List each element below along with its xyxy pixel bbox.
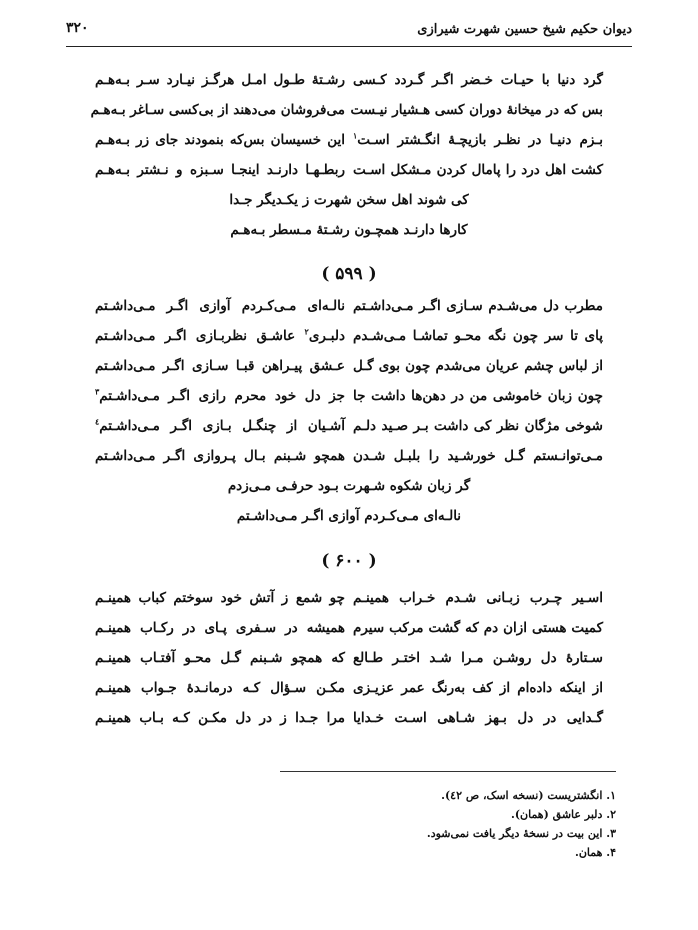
closing-line-2: کارها دارنـد همچـون رشـتهٔ مـسطر بـه‌هـم <box>230 222 468 238</box>
hemistich-first: اسـیر چـرب زبـانی شـدم خـراب همینـم <box>353 590 603 606</box>
footnote-2: ۲. دلبر عاشق (همان). <box>510 808 616 821</box>
footnote-rule <box>280 771 616 772</box>
couplet <box>95 356 603 386</box>
hemistich-first: سـتارهٔ دل روشـن مـرا شـد اختـر طـالع <box>353 650 603 666</box>
poem-600 <box>95 588 603 738</box>
hemistich-first: از اینکه داده‌ام از کف به‌رنگ عمر عزیـزی <box>353 680 603 696</box>
footnote-4: ۴. همان. <box>574 846 616 859</box>
couplet <box>95 678 603 708</box>
hemistich-second: عـشق پیـراهن قبـا سـازی اگـر مـی‌داشـتم <box>95 358 345 374</box>
hemistich-second <box>95 416 345 436</box>
hemistich-first <box>353 130 603 150</box>
header-title: دیوان حکیم شیخ حسین شهرت شیرازی <box>417 22 632 37</box>
hemistich-text: بـزم دنیـا در نظـر بازیچـهٔ انگـشتر اسـت <box>357 132 603 148</box>
hemistich-first: کشت اهل درد را پامال کردن مـشکل اسـت <box>353 162 603 178</box>
footnotes <box>427 786 616 862</box>
hemistich-text: عاشـق نظربـازی اگـر مـی‌داشـتم <box>95 328 305 344</box>
footnote-marker: ۳ <box>95 386 100 397</box>
hemistich-text: دلبـری <box>308 328 345 344</box>
hemistich-first: کمیت هستی ازان دم که گشت مرکب سیرم <box>353 620 603 636</box>
hemistich-second: ربطـهـا دارنـد اینجـا سـبزه و نـشتر بـه‌هـم <box>95 162 345 178</box>
hemistich-first: مـی‌توانـستم گـل خورشـید را بلبـل شـدن <box>353 448 603 464</box>
couplet <box>95 160 603 190</box>
hemistich-first: پای تا سر چون نگه محـو تماشـا مـی‌شـدم <box>353 328 603 344</box>
hemistich-second <box>95 386 345 406</box>
hemistich-second <box>95 326 345 346</box>
hemistich-second: می‌فروشان می‌دهند از بی‌کسی سـاغر بـه‌هـم <box>90 102 345 118</box>
poem-number-600: ( ۶۰۰ ) <box>321 551 377 571</box>
couplet <box>95 296 603 326</box>
hemistich-first: بس که در میخانهٔ دوران کسی هـشیار نیـست <box>350 102 603 118</box>
hemistich-first: از لباس چشم عریان می‌شدم چون بوی گـل <box>353 358 603 374</box>
hemistich-second: رشـتهٔ طـول امـل هرگـز نیـارد سـر بـه‌هـم <box>95 72 345 88</box>
header-rule <box>66 46 632 47</box>
hemistich-second: مکـن سـؤال کـه درمانـدهٔ جـواب همینـم <box>95 680 345 696</box>
couplet <box>95 386 603 416</box>
closing-line-1: کی شوند اهل سخن شهرت ز یکـدیگر جـدا <box>229 192 469 208</box>
couplet <box>95 708 603 738</box>
hemistich-second: که همچو شـبنم گـل محـو آفتـاب همینـم <box>95 650 345 666</box>
closing-line-2: نالـه‌ای مـی‌کـردم آوازی اگـر مـی‌داشـتم <box>236 508 462 524</box>
couplet <box>95 446 603 476</box>
hemistich-second: همیشه در سـفری پـای در رکـاب همینـم <box>95 620 345 636</box>
hemistich-text: جز دل خود محرم رازی اگـر مـی‌داشـتم <box>99 388 345 404</box>
couplet <box>95 70 603 100</box>
closing-line-1: گر زبان شکوه شـهرت بـود حرفـی مـی‌زدم <box>227 478 471 494</box>
couplet <box>95 416 603 446</box>
hemistich-second: همچو شـبنم بـال پـروازی اگـر مـی‌داشـتم <box>95 448 345 464</box>
poem-599 <box>95 296 603 536</box>
footnote-marker: ٤ <box>95 416 100 427</box>
footnote-marker: ۲ <box>304 326 309 337</box>
couplet <box>95 130 603 160</box>
hemistich-second: نالـه‌ای مـی‌کـردم آوازی اگـر مـی‌داشـتم <box>95 298 345 314</box>
hemistich-first: چون زبان خاموشی من در دهن‌ها داشت جا <box>353 388 603 404</box>
couplet <box>90 100 603 130</box>
footnote-marker: ۱ <box>353 130 358 141</box>
couplet <box>95 326 603 356</box>
hemistich-first: شوخی مژگان نظر کی داشت بـر صـید دلـم <box>353 418 603 434</box>
running-header <box>66 18 632 44</box>
footnote-1: ۱. انگشتریست (نسخه اسک، ص ٤٢). <box>441 789 616 802</box>
couplet <box>95 618 603 648</box>
hemistich-first: مطرب دل می‌شـدم سـازی اگـر مـی‌داشـتم <box>353 298 603 314</box>
couplet <box>95 588 603 618</box>
footnote-3: ۳. این بیت در نسخهٔ دیگر یافت نمی‌شود. <box>426 827 616 840</box>
hemistich-first: گرد دنیا با حیـات خـضر اگـر گـردد کـسی <box>353 72 603 88</box>
hemistich-second: این خسیسان بس‌که بنمودند جای زر بـه‌هـم <box>95 132 345 148</box>
hemistich-second: مرا جـدا ز در دل مکـن کـه بـاب همینـم <box>95 710 345 726</box>
couplet <box>95 648 603 678</box>
hemistich-first: گـدایی در دل بـهز شـاهی اسـت خـدایا <box>353 710 603 726</box>
hemistich-second: چو شمع ز آتش خود سوختم کباب همینـم <box>95 590 345 606</box>
poem-number-599: ( ۵۹۹ ) <box>321 264 377 284</box>
page-number: ۳۲۰ <box>66 20 89 36</box>
poem-continuation <box>90 70 603 250</box>
hemistich-text: آشـیان از چنگـل بـازی اگـر مـی‌داشـتم <box>99 418 345 434</box>
